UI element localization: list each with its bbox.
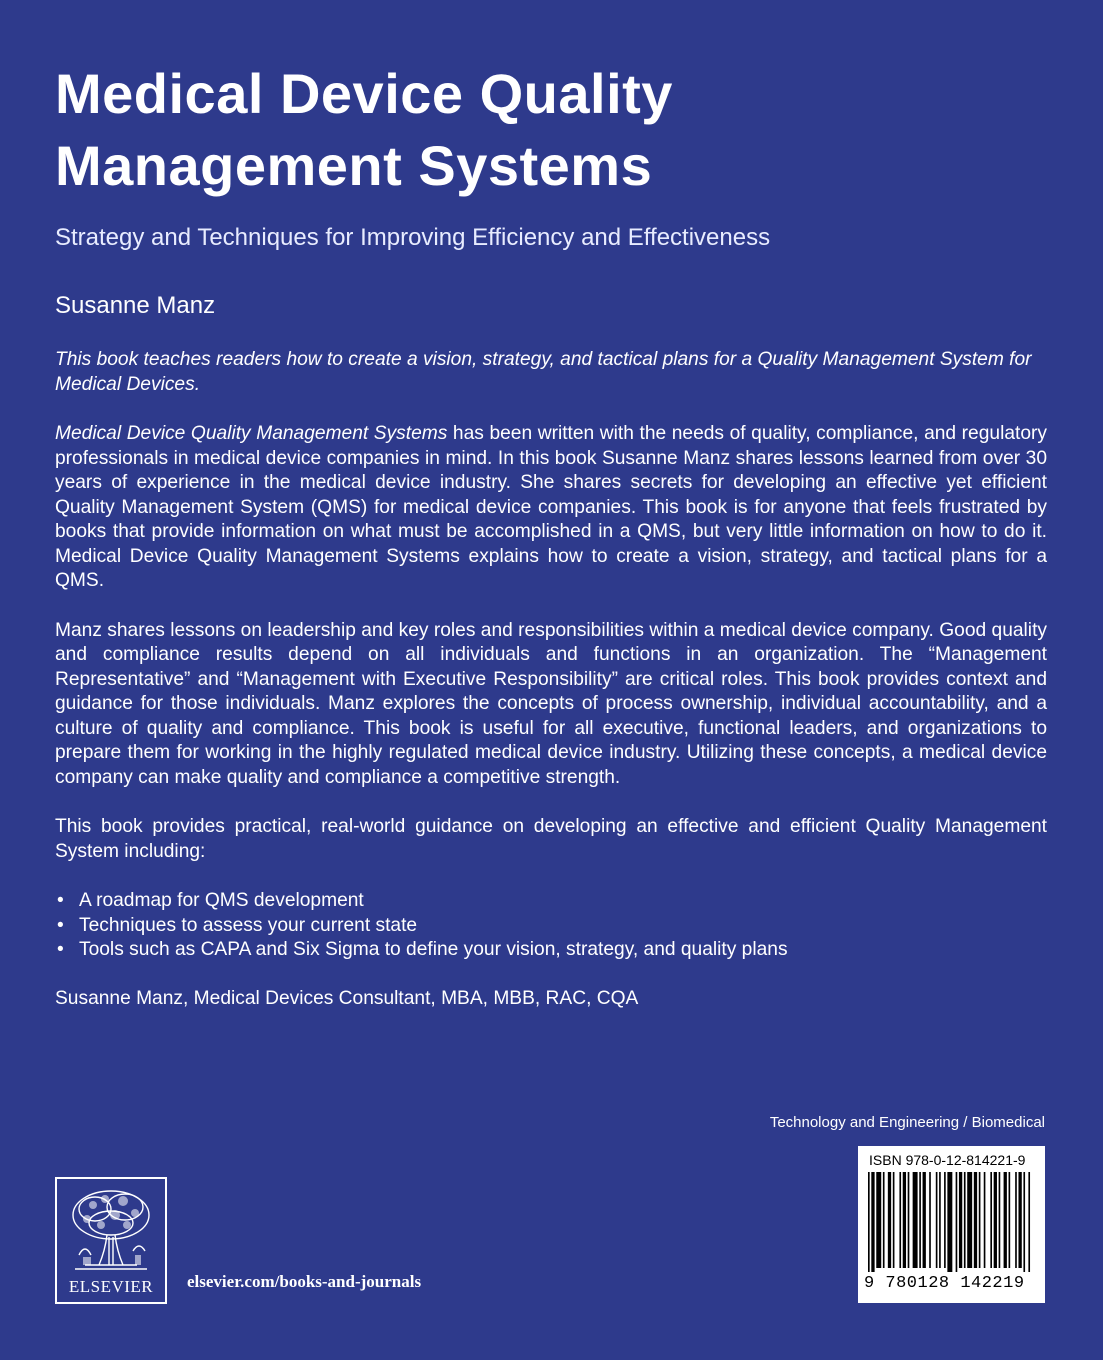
- barcode-bar: [903, 1172, 906, 1268]
- intro-paragraph: This book teaches readers how to create a vision, strategy, and tactical plans for a Quality Management System for Medical Devices.: [55, 349, 1032, 395]
- paragraph-3: This book provides practical, real-world guidance on developing an effective and efficient Quality Management System including:: [55, 816, 1047, 862]
- bullet-icon: •: [57, 939, 64, 960]
- barcode-bar: [939, 1172, 941, 1268]
- barcode-bar: [908, 1172, 910, 1268]
- barcode-bar: [1023, 1172, 1025, 1272]
- barcode-bar: [868, 1172, 870, 1272]
- barcode-bar: [974, 1172, 977, 1268]
- barcode-bar: [871, 1172, 874, 1272]
- paragraph-2: Manz shares lessons on leadership and key roles and responsibilities within a medical device company. Good quality and compliance results depend on all individuals and functions in an organization. The “Management Representative” and “Management with Executive Responsibility” are critical roles. This book provides context and guidance for those individuals. Manz explores the concepts of process ownership, individual accountability, and a culture of quality and compliance. This book is useful for all executive, functional leaders, and organizations to prepare them for working in the highly regulated medical device industry. Utilizing these concepts, a medical device company can make quality and compliance a competitive strength.: [55, 619, 1047, 788]
- barcode-bar: [944, 1172, 946, 1268]
- barcode-bar: [893, 1172, 895, 1268]
- isbn-label: ISBN 978-0-12-814221-9: [869, 1152, 1026, 1168]
- barcode-bar: [913, 1172, 918, 1268]
- barcode-bar: [956, 1172, 958, 1272]
- author-name: Susanne Manz: [55, 292, 216, 319]
- paragraph-1-lead: Medical Device Quality Management Systems: [55, 423, 448, 444]
- barcode-bar: [964, 1172, 966, 1268]
- barcode-bar: [990, 1172, 992, 1268]
- paragraph-1-body: has been written with the needs of quality, compliance, and regulatory professionals in medical device companies in mind. In this book Susanne Manz shares lessons learned from over 30 years of experience in the medical device industry. She shares secrets for developing an effective yet efficient Quality Management System (QMS) for medical device companies. This book is for anyone that feels frustrated by books that provide information on what must be accomplished in a QMS, but very little information on how to do it. Medical Device Quality Management Systems explains how to create a vision, strategy, and tactical plans for a QMS.: [55, 423, 1047, 591]
- barcode-bar: [936, 1172, 938, 1268]
- author-credentials: Susanne Manz, Medical Devices Consultant, MBA, MBB, RAC, CQA: [55, 987, 639, 1009]
- barcode-bar: [876, 1172, 881, 1268]
- barcode-bar: [994, 1172, 997, 1268]
- barcode-bar: [1015, 1172, 1017, 1268]
- list-item: [55, 914, 1047, 939]
- feature-list: [55, 889, 1047, 963]
- list-item-text: A roadmap for QMS development: [79, 890, 364, 911]
- barcode-bar: [1018, 1172, 1021, 1268]
- barcode-bar: [919, 1172, 921, 1268]
- publisher-url[interactable]: elsevier.com/books-and-journals: [187, 1272, 422, 1291]
- subject-category: Technology and Engineering / Biomedical: [769, 1114, 1045, 1131]
- book-title-line-1: Medical Device Quality: [55, 62, 673, 125]
- barcode-bar: [999, 1172, 1001, 1268]
- list-item: [55, 938, 1047, 963]
- paragraph-1: [55, 422, 1047, 594]
- barcode-bar: [984, 1172, 986, 1268]
- barcode-bar: [979, 1172, 981, 1268]
- book-subtitle: Strategy and Techniques for Improving Efficiency and Effectiveness: [55, 224, 771, 251]
- barcode-bar: [959, 1172, 962, 1268]
- barcode-bar: [1009, 1172, 1011, 1268]
- barcode-bar: [923, 1172, 926, 1268]
- elsevier-logo: [55, 1177, 167, 1304]
- book-title-line-2: Management Systems: [55, 134, 653, 197]
- list-item: [55, 889, 1047, 914]
- barcode-icon: [868, 1172, 1035, 1272]
- barcode-bar: [929, 1172, 931, 1268]
- barcode-bar: [1028, 1172, 1030, 1272]
- bullet-icon: •: [57, 890, 64, 911]
- blurb: [55, 348, 1047, 1036]
- barcode-panel: [858, 1146, 1045, 1303]
- barcode-bar: [947, 1172, 952, 1272]
- barcode-bar: [1004, 1172, 1007, 1268]
- barcode-bar: [883, 1172, 885, 1268]
- barcode-bar: [967, 1172, 972, 1268]
- publisher-name: ELSEVIER: [68, 1277, 154, 1296]
- list-item-text: Tools such as CAPA and Six Sigma to define your vision, strategy, and quality plans: [79, 939, 788, 960]
- barcode-bar: [888, 1172, 891, 1268]
- list-item-text: Techniques to assess your current state: [79, 914, 418, 936]
- bullet-icon: •: [57, 914, 64, 936]
- barcode-digits: 9 780128 142219: [864, 1274, 1025, 1293]
- barcode-bar: [899, 1172, 901, 1268]
- book-title: [55, 58, 1055, 202]
- elsevier-tree-icon: [65, 1185, 157, 1275]
